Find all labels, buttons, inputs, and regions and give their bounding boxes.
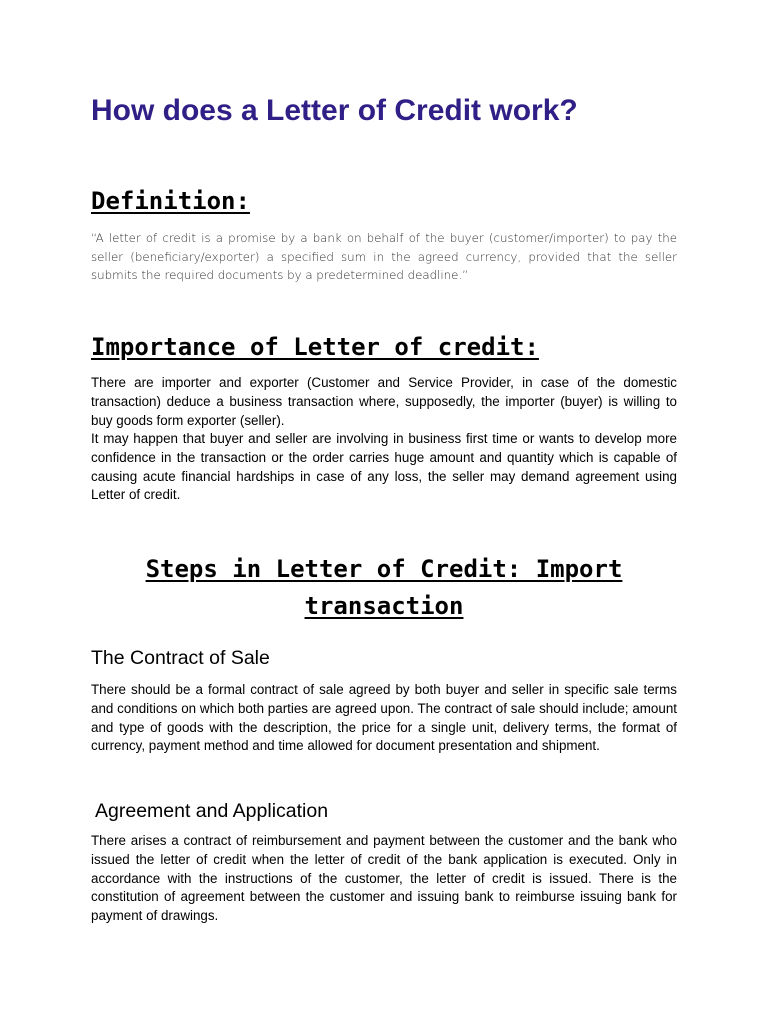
steps-heading: Steps in Letter of Credit: Import transaction bbox=[145, 555, 623, 620]
agreement-application-heading: Agreement and Application bbox=[95, 800, 329, 822]
definition-heading: Definition: bbox=[91, 187, 250, 215]
contract-of-sale-heading: The Contract of Sale bbox=[91, 647, 270, 669]
contract-of-sale-paragraph: There should be a formal contract of sale agreed by both buyer and seller in specific sale terms and conditions on which both parties are agreed upon. The contract of sale should include; amount and type of goods with the description, the price for a single unit, delivery terms, the format of currency, payment method and time allowed for document presentation and shipment. bbox=[91, 682, 677, 754]
agreement-application-paragraph: There arises a contract of reimbursement and payment between the customer and the bank who issued the letter of credit when the letter of credit of the bank application is executed. Only in accordance with the instructions of the customer, the letter of credit is issued. There is the constitution of agreement between the customer and issuing bank to reimburse issuing bank for payment of drawings. bbox=[91, 833, 677, 924]
importance-paragraph-1: There are importer and exporter (Customer and Service Provider, in case of the domestic transaction) deduce a business transaction where, supposedly, the importer (buyer) is willing to buy goods form exporter (seller). bbox=[91, 375, 677, 428]
definition-paragraph: “A letter of credit is a promise by a bank on behalf of the buyer (customer/importer) to pay the seller (beneficiary/exporter) a specified sum in the agreed currency, provided that the seller submits the required documents by a predetermined deadline.” bbox=[91, 231, 677, 282]
importance-paragraph-2: It may happen that buyer and seller are involving in business first time or wants to develop more confidence in the transaction or the order carries huge amount and quantity which is capable of causing acute financial hardships in case of any loss, the seller may demand agreement using Letter of credit. bbox=[91, 431, 677, 503]
importance-heading: Importance of Letter of credit: bbox=[91, 333, 539, 361]
document-title: How does a Letter of Credit work? bbox=[91, 94, 578, 127]
